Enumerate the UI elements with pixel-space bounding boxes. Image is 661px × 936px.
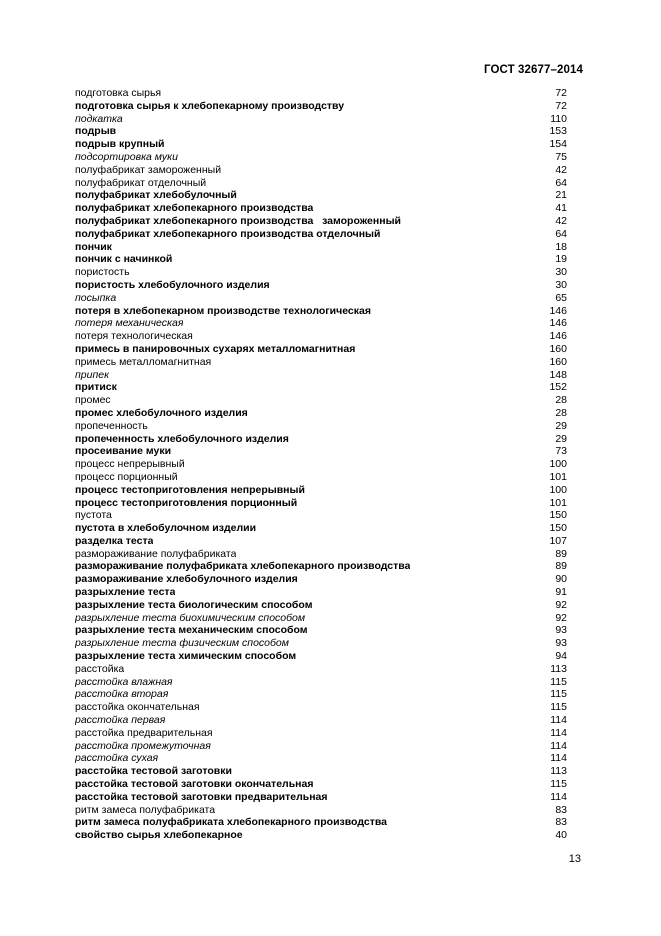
index-entry [75, 330, 567, 343]
index-entry [75, 228, 567, 241]
index-entry [75, 279, 567, 292]
index-page-ref: 107 [549, 534, 567, 547]
index-page-ref: 19 [555, 253, 567, 266]
index-term: потеря механическая [75, 317, 184, 330]
index-term: подготовка сырья к хлебопекарному производству [75, 99, 345, 112]
index-term: пончик [75, 240, 112, 253]
index-page-ref: 115 [550, 688, 567, 701]
index-entry [75, 369, 567, 382]
index-entry [75, 164, 567, 177]
index-page-ref: 28 [555, 406, 567, 419]
index-term: полуфабрикат хлебобулочный [75, 189, 237, 202]
index-page-ref: 114 [550, 752, 567, 765]
index-term: расстойка сухая [75, 752, 159, 765]
index-term: расстойка [75, 662, 125, 675]
index-page-ref: 65 [555, 291, 567, 304]
index-page-ref: 30 [555, 278, 567, 291]
index-term: пропеченность хлебобулочного изделия [75, 432, 289, 445]
index-term: размораживание полуфабриката [75, 547, 237, 560]
index-entry [75, 599, 567, 612]
index-entry [75, 804, 567, 817]
index-term: подготовка сырья [75, 87, 162, 99]
index-term: расстойка тестовой заготовки предварительная [75, 790, 328, 803]
index-entry [75, 471, 567, 484]
index-page-ref: 18 [555, 240, 567, 253]
index-entry [75, 394, 567, 407]
index-page-ref: 73 [555, 445, 567, 458]
index-page-ref: 72 [555, 99, 567, 112]
index-entry [75, 215, 567, 228]
index-page-ref: 152 [549, 381, 567, 394]
index-term: разрыхление теста [75, 586, 176, 599]
index-term: разрыхление теста биологическим способом [75, 598, 313, 611]
index-entry [75, 445, 567, 458]
index-entry [75, 727, 567, 740]
index-entry [75, 356, 567, 369]
index-entry [75, 573, 567, 586]
index-entry [75, 343, 567, 356]
index-term: потеря технологическая [75, 330, 193, 343]
index-page-ref: 29 [555, 432, 567, 445]
index-entry [75, 778, 567, 791]
index-entry [75, 292, 567, 305]
index-term: расстойка промежуточная [75, 739, 211, 752]
index-term: полуфабрикат отделочный [75, 176, 207, 189]
index-page-ref: 83 [555, 816, 567, 829]
index-entry [75, 381, 567, 394]
index-entry [75, 650, 567, 663]
index-term: процесс непрерывный [75, 458, 185, 471]
index-term: промес хлебобулочного изделия [75, 406, 248, 419]
index-entry [75, 317, 567, 330]
index-page-ref: 150 [549, 522, 567, 535]
index-term: разрыхление теста механическим способом [75, 624, 308, 637]
index-page-ref: 41 [555, 202, 567, 215]
index-term: ритм замеса полуфабриката [75, 803, 216, 816]
index-page-ref: 42 [555, 163, 567, 176]
index-page-ref: 114 [550, 726, 567, 739]
index-entry [75, 509, 567, 522]
index-term: потеря в хлебопекарном производстве технологическая [75, 304, 371, 317]
index-entry [75, 151, 567, 164]
index-entry [75, 752, 567, 765]
index-term: подсортировка муки [75, 150, 178, 163]
index-page-ref: 110 [550, 112, 567, 125]
document-header: ГОСТ 32677–2014 [483, 64, 583, 76]
index-term: ритм замеса полуфабриката хлебопекарного производства [75, 816, 387, 829]
index-term: разрыхление теста химическим способом [75, 650, 297, 663]
index-term: расстойка окончательная [75, 701, 200, 714]
index-entry [75, 241, 567, 254]
index-entry [75, 829, 567, 842]
index-page-ref: 154 [549, 138, 567, 151]
index-entry [75, 458, 567, 471]
index-page-ref: 115 [550, 701, 567, 714]
index-page-ref: 114 [550, 739, 567, 752]
index-term: разделка теста [75, 534, 154, 547]
index-page-ref: 89 [555, 547, 567, 560]
index-page-ref: 146 [549, 304, 567, 317]
index-page-ref: 64 [555, 227, 567, 240]
index-page-ref: 21 [555, 189, 567, 202]
index-term: примесь в панировочных сухарях металломагнитная [75, 342, 356, 355]
index-entry [75, 138, 567, 151]
index-page-ref: 29 [555, 419, 567, 432]
index-entry [75, 676, 567, 689]
index-term: пустота [75, 509, 112, 522]
index-entry [75, 484, 567, 497]
index-page-ref: 93 [555, 624, 567, 637]
index-entry [75, 177, 567, 190]
index-page-ref: 92 [555, 611, 567, 624]
index-entry [75, 407, 567, 420]
index-term: процесс порционный [75, 470, 178, 483]
index-entry [75, 816, 567, 829]
index-term: процесс тестоприготовления непрерывный [75, 483, 305, 496]
index-page-ref: 90 [555, 573, 567, 586]
index-term: расстойка влажная [75, 675, 173, 688]
index-entry [75, 701, 567, 714]
index-term: расстойка тестовой заготовки [75, 765, 232, 778]
index-page-ref: 100 [549, 483, 567, 496]
index-entry [75, 266, 567, 279]
index-entry [75, 740, 567, 753]
index-entry [75, 714, 567, 727]
index-page-ref: 83 [555, 803, 567, 816]
index-term: подкатка [75, 112, 123, 125]
index-page-ref: 114 [550, 790, 567, 803]
index-page-ref: 72 [555, 87, 567, 99]
index-page-ref: 148 [549, 368, 567, 381]
index-page-ref: 94 [555, 650, 567, 663]
index-entry [75, 548, 567, 561]
index-entry [75, 586, 567, 599]
index-entry [75, 522, 567, 535]
index-term: подрыв крупный [75, 138, 165, 151]
page-number: 13 [568, 853, 581, 865]
index-page-ref: 92 [555, 598, 567, 611]
index-entry [75, 637, 567, 650]
index-entry [75, 535, 567, 548]
index-term: свойство сырья хлебопекарное [75, 829, 243, 842]
alphabetical-index [75, 87, 567, 842]
index-term: расстойка первая [75, 714, 166, 727]
index-term: полуфабрикат хлебопекарного производства замороженный [75, 214, 402, 227]
index-entry [75, 87, 567, 100]
index-page-ref: 101 [549, 496, 567, 509]
index-page-ref: 91 [555, 586, 567, 599]
index-page-ref: 93 [555, 637, 567, 650]
index-term: пустота в хлебобулочном изделии [75, 522, 257, 535]
index-page-ref: 75 [555, 150, 567, 163]
index-entry [75, 791, 567, 804]
index-entry [75, 497, 567, 510]
index-term: полуфабрикат хлебопекарного производства отделочный [75, 227, 381, 240]
index-page-ref: 114 [550, 714, 567, 727]
index-term: расстойка тестовой заготовки окончательная [75, 778, 314, 791]
index-term: промес [75, 394, 111, 407]
index-page-ref: 64 [555, 176, 567, 189]
index-term: размораживание полуфабриката хлебопекарного производства [75, 560, 411, 573]
index-page-ref: 146 [549, 330, 567, 343]
index-entry [75, 305, 567, 318]
index-page-ref: 42 [555, 214, 567, 227]
index-entry [75, 612, 567, 625]
index-entry [75, 125, 567, 138]
index-page-ref: 113 [550, 662, 567, 675]
index-entry [75, 202, 567, 215]
index-page-ref: 160 [549, 355, 567, 368]
index-term: примесь металломагнитная [75, 355, 212, 368]
index-term: припек [75, 368, 110, 381]
index-entry [75, 189, 567, 202]
index-entry [75, 420, 567, 433]
index-page-ref: 30 [555, 266, 567, 279]
index-page-ref: 160 [549, 342, 567, 355]
index-term: пористость хлебобулочного изделия [75, 278, 270, 291]
index-term: разрыхление теста биохимическим способом [75, 611, 306, 624]
index-page-ref: 100 [549, 458, 567, 471]
index-entry [75, 688, 567, 701]
index-entry [75, 433, 567, 446]
index-page-ref: 150 [549, 509, 567, 522]
index-term: посыпка [75, 291, 117, 304]
index-entry [75, 765, 567, 778]
index-entry [75, 100, 567, 113]
index-page-ref: 28 [555, 394, 567, 407]
index-page-ref: 153 [549, 125, 567, 138]
index-entry [75, 113, 567, 126]
index-page-ref: 115 [550, 778, 567, 791]
index-term: размораживание хлебобулочного изделия [75, 573, 298, 586]
index-term: разрыхление теста физическим способом [75, 637, 289, 650]
index-page-ref: 146 [549, 317, 567, 330]
index-entry [75, 663, 567, 676]
index-entry [75, 253, 567, 266]
index-term: расстойка вторая [75, 688, 169, 701]
index-page-ref: 113 [550, 765, 567, 778]
index-term: просеивание муки [75, 445, 172, 458]
index-term: пропеченность [75, 419, 148, 432]
index-term: пористость [75, 266, 130, 279]
index-page-ref: 89 [555, 560, 567, 573]
index-entry [75, 624, 567, 637]
index-page-ref: 40 [555, 829, 567, 842]
index-term: притиск [75, 381, 117, 394]
index-term: пончик с начинкой [75, 253, 173, 266]
index-entry [75, 560, 567, 573]
index-term: расстойка предварительная [75, 726, 213, 739]
index-page-ref: 115 [550, 675, 567, 688]
index-page-ref: 101 [549, 470, 567, 483]
index-term: процесс тестоприготовления порционный [75, 496, 298, 509]
index-term: подрыв [75, 125, 117, 138]
index-term: полуфабрикат хлебопекарного производства [75, 202, 314, 215]
index-term: полуфабрикат замороженный [75, 163, 222, 176]
